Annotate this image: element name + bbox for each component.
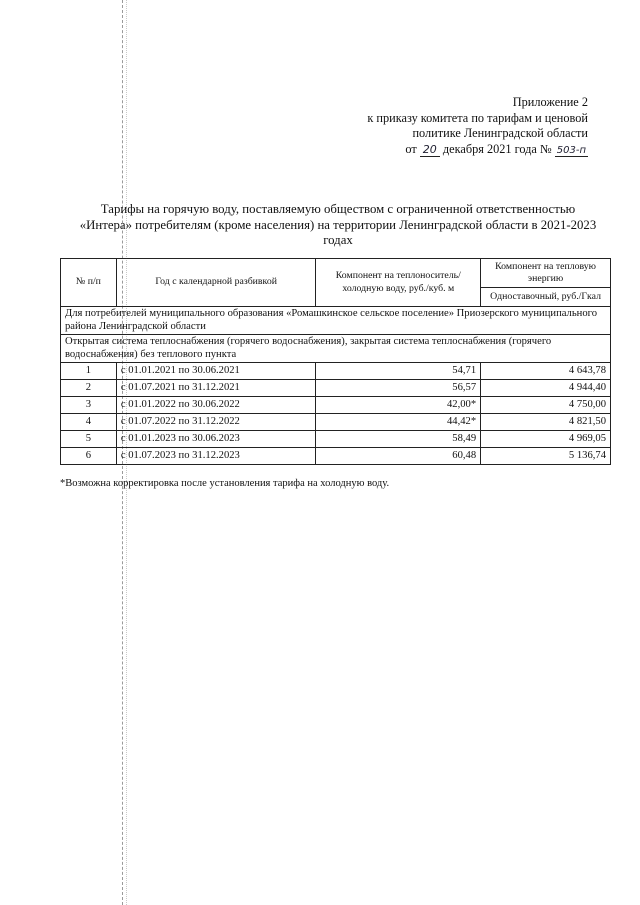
row-number: 4	[61, 414, 117, 431]
row-energy-value: 4 643,78	[481, 363, 611, 380]
row-energy-value: 4 750,00	[481, 397, 611, 414]
row-energy-value: 4 969,05	[481, 431, 611, 448]
table-row	[61, 380, 611, 397]
section-consumers: Для потребителей муниципального образования «Ромашкинское сельское поселение» Приозерского муниципального района Ленинградской области	[61, 307, 611, 335]
row-period: с 01.01.2023 по 30.06.2023	[116, 431, 316, 448]
handwritten-day: 20	[420, 143, 440, 157]
row-carrier-value: 60,48	[316, 448, 481, 465]
document-header	[308, 95, 588, 158]
date-text: декабря 2021 года №	[442, 141, 552, 156]
row-number: 2	[61, 380, 117, 397]
date-prefix: от	[405, 141, 417, 156]
row-period: с 01.07.2022 по 31.12.2022	[116, 414, 316, 431]
header-number: № п/п	[61, 259, 117, 307]
order-line-1: к приказу комитета по тарифам и ценовой	[367, 110, 588, 125]
row-carrier-value: 54,71	[316, 363, 481, 380]
section-system-type: Открытая система теплоснабжения (горячего водоснабжения), закрытая система теплоснабжения (горячего водоснабжения) без теплового пункта	[61, 335, 611, 363]
row-period: с 01.01.2021 по 30.06.2021	[116, 363, 316, 380]
document-title	[70, 202, 606, 249]
table-row	[61, 397, 611, 414]
row-carrier-value: 56,57	[316, 380, 481, 397]
title-line-3: годах	[323, 233, 353, 247]
header-carrier-component: Компонент на теплоноситель/ холодную воду, руб./куб. м	[316, 259, 481, 307]
row-carrier-value: 44,42*	[316, 414, 481, 431]
row-carrier-value: 42,00*	[316, 397, 481, 414]
header-period: Год с календарной разбивкой	[116, 259, 316, 307]
row-number: 5	[61, 431, 117, 448]
row-energy-value: 4 944,40	[481, 380, 611, 397]
table-row	[61, 363, 611, 380]
header-energy-component: Компонент на тепловую энергию	[481, 259, 611, 288]
row-period: с 01.01.2022 по 30.06.2022	[116, 397, 316, 414]
table-row	[61, 448, 611, 465]
title-line-2: «Интера» потребителям (кроме населения) на территории Ленинградской области в 2021-2023	[79, 217, 597, 232]
header-energy-single-rate: Одноставочный, руб./Гкал	[481, 288, 611, 307]
row-energy-value: 5 136,74	[481, 448, 611, 465]
table-row	[61, 414, 611, 431]
title-line-1: Тарифы на горячую воду, поставляемую обществом с ограниченной ответственностью	[100, 202, 576, 216]
tariff-table	[60, 258, 611, 465]
row-energy-value: 4 821,50	[481, 414, 611, 431]
order-line-2: политике Ленинградской области	[412, 126, 588, 140]
handwritten-order-number: 503-п	[556, 144, 586, 156]
row-number: 3	[61, 397, 117, 414]
section-consumers-row	[61, 307, 611, 335]
order-date-line	[308, 142, 588, 159]
row-period: с 01.07.2021 по 31.12.2021	[116, 380, 316, 397]
row-number: 6	[61, 448, 117, 465]
table-header-row	[61, 259, 611, 288]
section-system-row	[61, 335, 611, 363]
table-row	[61, 431, 611, 448]
row-period: с 01.07.2023 по 31.12.2023	[116, 448, 316, 465]
footnote: *Возможна корректировка после установления тарифа на холодную воду.	[60, 478, 390, 489]
row-number: 1	[61, 363, 117, 380]
appendix-label: Приложение 2	[512, 95, 588, 109]
row-carrier-value: 58,49	[316, 431, 481, 448]
